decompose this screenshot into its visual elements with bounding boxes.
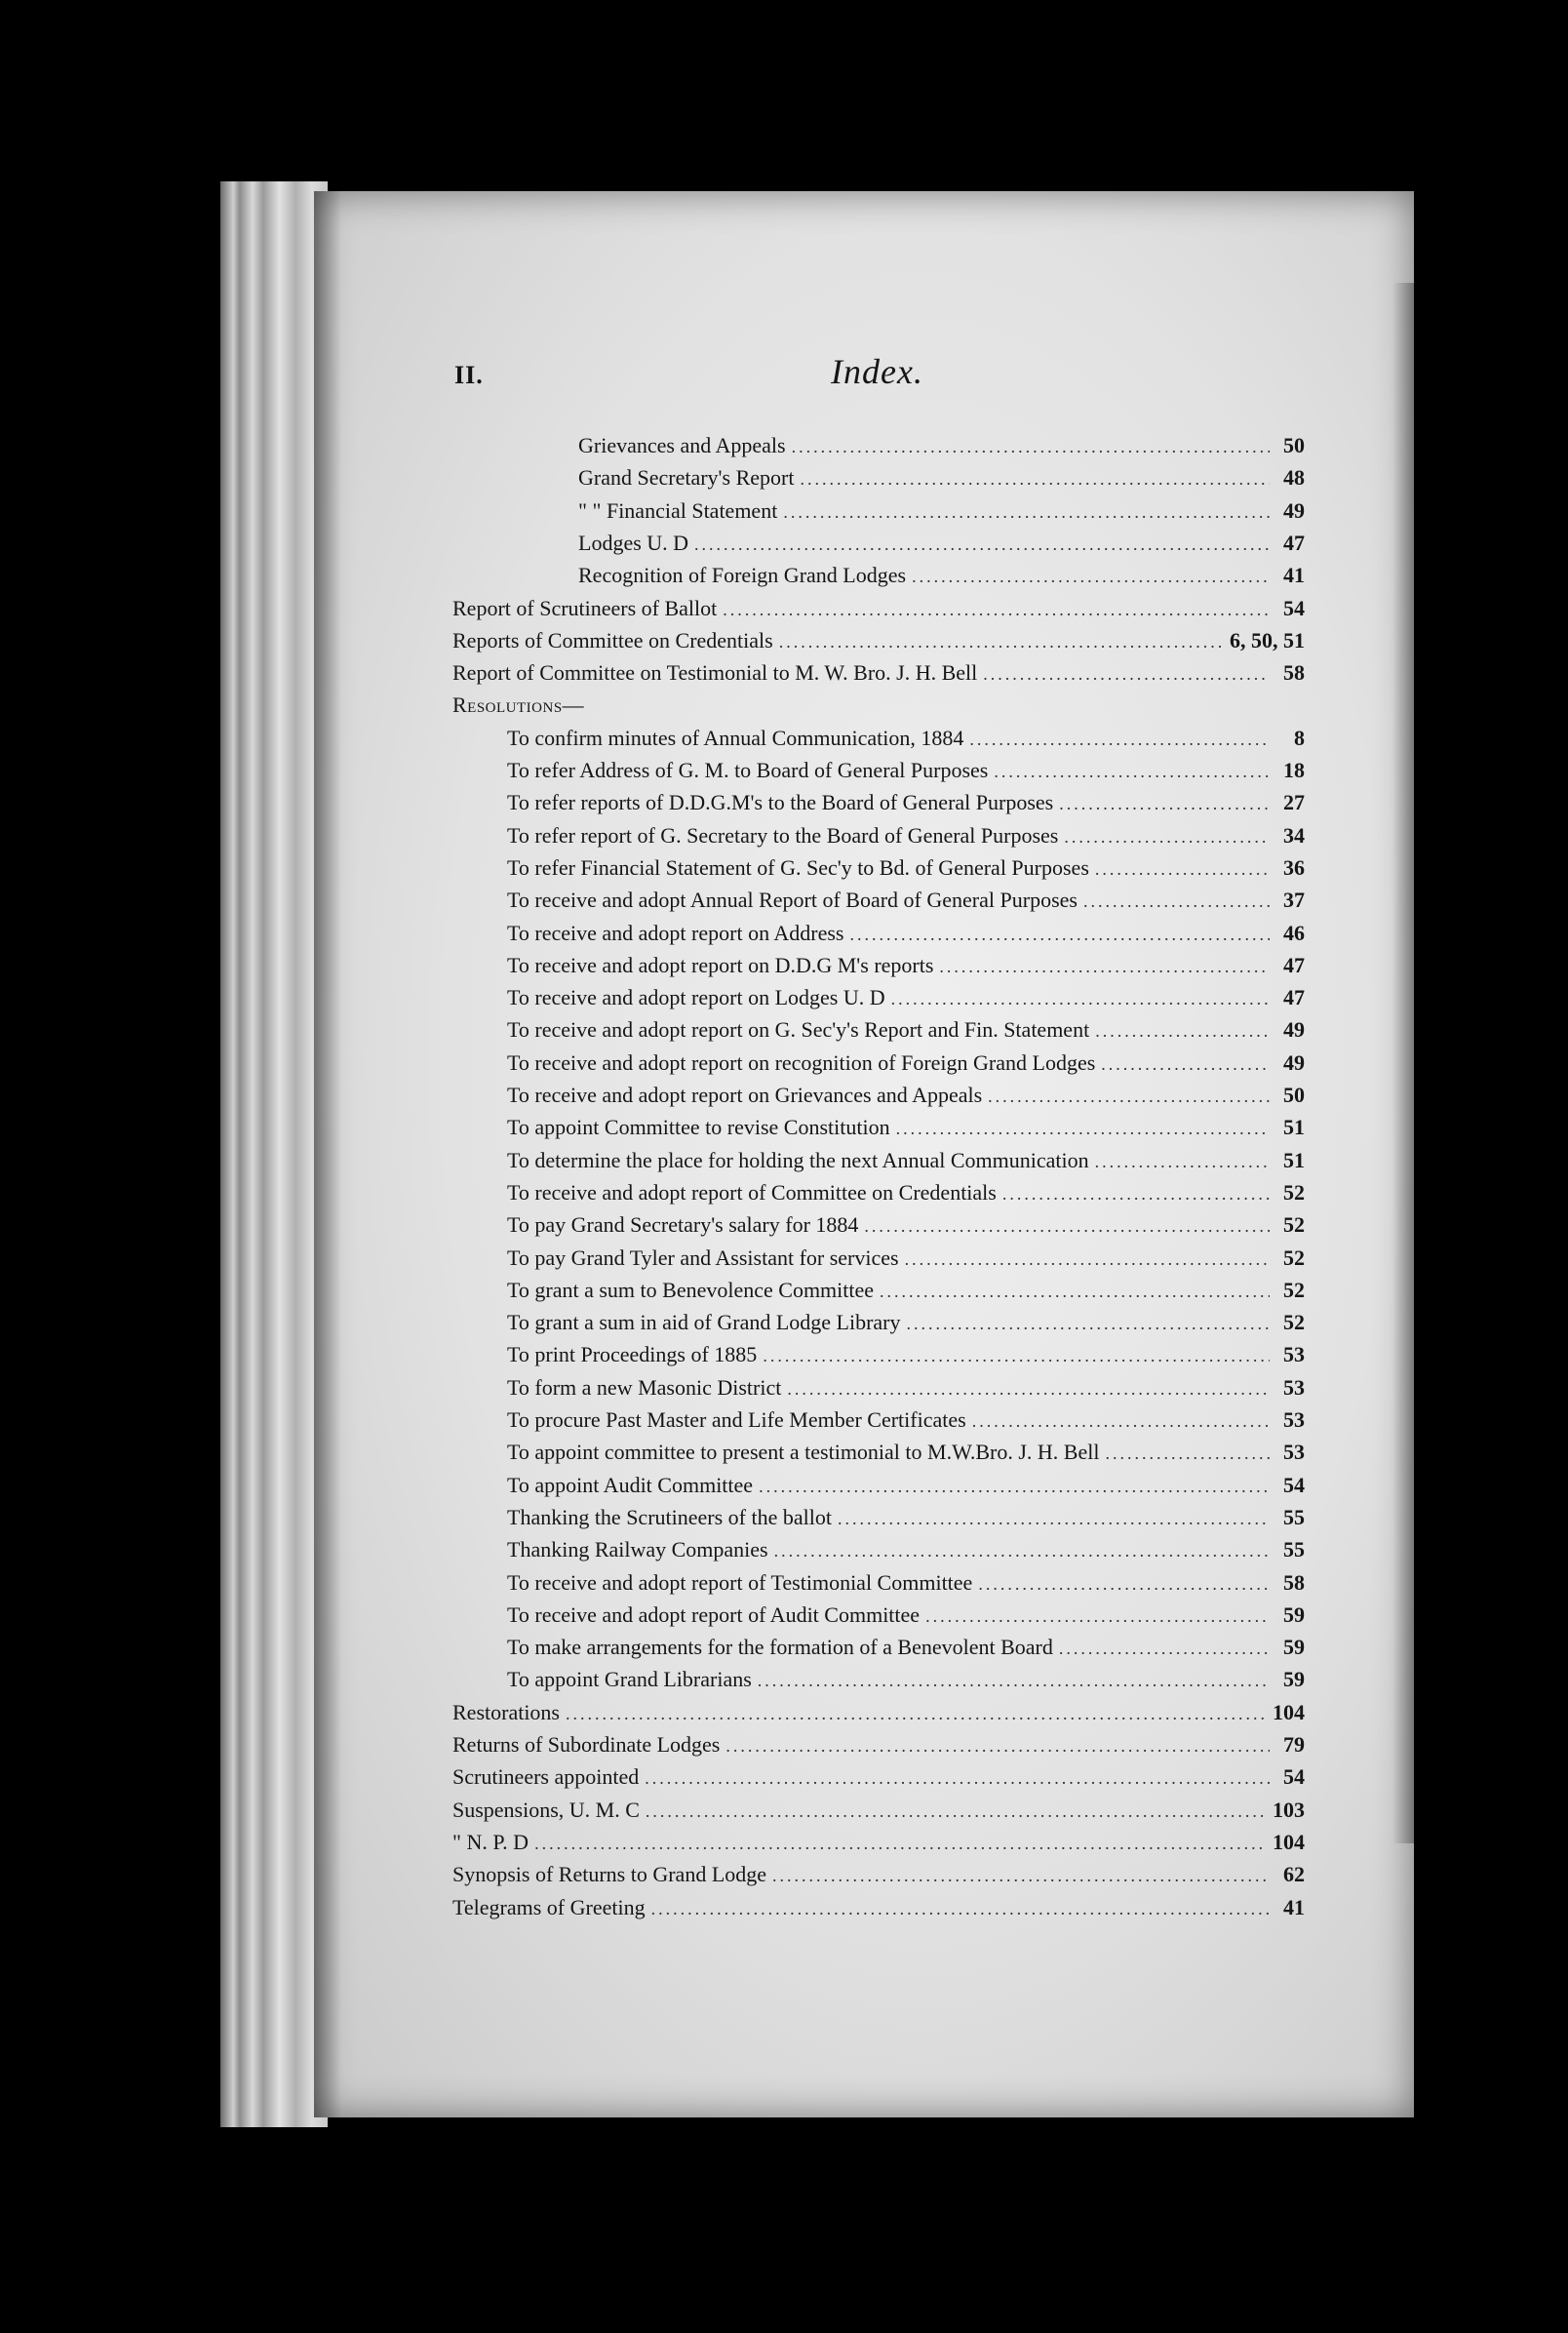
index-entry-page: 47 [1283,952,1305,977]
index-entry-label: To receive and adopt Annual Report of Board of General Purposes [507,888,1078,913]
index-entry-page: 50 [1283,1083,1305,1107]
index-entry-page: 104 [1273,1829,1305,1854]
index-entry [578,527,1305,559]
index-entry-page: 41 [1283,563,1305,588]
index-entry-page: 52 [1283,1212,1305,1238]
index-entry-label: Thanking the Scrutineers of the ballot [507,1504,832,1529]
index-entry-label: Grievances and Appeals [578,433,786,457]
index-entry-label: To appoint Grand Librarians [507,1667,752,1692]
dot-leader [1095,853,1270,886]
index-entry [452,1696,1305,1728]
index-entry [507,1176,1305,1208]
index-entry-page: 52 [1283,1277,1305,1302]
dot-leader [1105,1438,1270,1470]
index-entry [507,949,1305,981]
index-entry-page: 53 [1283,1374,1305,1400]
index-entry-page: 53 [1283,1440,1305,1465]
index-entry-page: 52 [1283,1179,1305,1205]
index-entry-label: To appoint committee to present a testimonial to M.W.Bro. J. H. Bell [507,1440,1100,1465]
index-entry [507,1306,1305,1338]
index-entry-label: Thanking Railway Companies [507,1537,768,1562]
index-entry-page: 36 [1283,854,1305,880]
dot-leader [1095,1015,1270,1048]
index-entry-page: 50 [1283,433,1305,457]
index-entry-label: To receive and adopt report on Grievances and Appeals [507,1083,983,1107]
dot-leader [725,1730,1270,1762]
index-entry [507,884,1305,916]
index-entry-label: To refer report of G. Secretary to the Board of General Purposes [507,822,1059,848]
index-entry [452,1728,1305,1760]
index-entry-label: To refer reports of D.D.G.M's to the Board of General Purposes [507,790,1054,815]
index-entry [578,461,1305,494]
dot-leader [787,1373,1270,1405]
index-entry-label: To determine the place for holding the next Annual Communication [507,1147,1089,1172]
index-entry-label: Resolutions— [452,692,585,718]
index-entry [507,1144,1305,1176]
index-entry-label: To grant a sum in aid of Grand Lodge Library [507,1310,901,1335]
index-entry-page: 49 [1283,1049,1305,1075]
index-entry-page: 53 [1283,1342,1305,1367]
index-entry-label: " N. P. D [452,1829,529,1854]
index-entry-label: Synopsis of Returns to Grand Lodge [452,1862,767,1887]
index-entry [507,1566,1305,1599]
index-entry [452,1891,1305,1923]
index-entry-label: To receive and adopt report of Committee on Credentials [507,1179,997,1205]
index-entry-label: To receive and adopt report on D.D.G M's reports [507,952,934,977]
dot-leader [983,658,1270,691]
dot-leader [972,1405,1270,1438]
index-entry-label: To receive and adopt report of Testimonial Committee [507,1569,973,1595]
index-entry [452,1858,1305,1890]
dot-leader [759,1471,1270,1503]
index-entry-label: To receive and adopt report on G. Sec'y's Report and Fin. Statement [507,1017,1090,1043]
dot-leader [1083,886,1270,918]
dot-leader [779,626,1224,658]
page-folio-number: II. [454,361,484,389]
index-entry-label: To refer Financial Statement of G. Sec'y to Bd. of General Purposes [507,854,1089,880]
index-entry-page: 58 [1283,1569,1305,1595]
index-entry-label: To appoint Committee to revise Constitution [507,1115,890,1140]
dot-leader [792,431,1270,463]
index-entry-page: 54 [1283,1764,1305,1790]
index-entry-label: To make arrangements for the formation of a Benevolent Board [507,1635,1053,1660]
index-entry-page: 34 [1283,822,1305,848]
index-entry-label: Returns of Subordinate Lodges [452,1732,721,1757]
index-entry-page: 52 [1283,1310,1305,1335]
index-entry-label: Report of Committee on Testimonial to M. W. Bro. J. H. Bell [452,660,978,686]
index-entry [578,559,1305,591]
dot-leader [905,1244,1270,1276]
dot-leader [988,1081,1270,1113]
index-entry-page: 47 [1283,530,1305,555]
dot-leader [646,1796,1267,1828]
dot-leader [763,1340,1270,1372]
index-entry [507,1371,1305,1404]
index-entry-label: Report of Scrutineers of Ballot [452,595,718,620]
dot-leader [912,561,1270,593]
index-entry [507,1469,1305,1501]
index-entry-label: To confirm minutes of Annual Communication, 1884 [507,725,964,750]
index-entry-page: 49 [1283,497,1305,523]
index-entry-label: Telegrams of Greeting [452,1894,646,1919]
index-entry-page: 59 [1283,1667,1305,1692]
index-entry-page: 27 [1283,790,1305,815]
index-entry [507,1274,1305,1306]
index-entry-page: 54 [1283,1472,1305,1497]
index-entry [507,754,1305,786]
index-entry [507,1501,1305,1533]
index-entry-label: To procure Past Master and Life Member Certificates [507,1407,966,1432]
index-entry [507,722,1305,754]
dot-leader [772,1860,1270,1892]
index-entry-label: To pay Grand Tyler and Assistant for services [507,1245,899,1270]
index-entry-page: 49 [1283,1017,1305,1043]
dot-leader [925,1601,1270,1633]
index-entry-label: To print Proceedings of 1885 [507,1342,758,1367]
dot-leader [758,1665,1270,1697]
index-entry [507,917,1305,949]
index-entry-page: 62 [1283,1862,1305,1887]
index-entry [578,429,1305,461]
index-entry-label: To receive and adopt report on Address [507,920,844,945]
index-entry [507,1436,1305,1468]
dot-leader [1095,1146,1270,1178]
index-entry-page: 18 [1283,758,1305,782]
index-entry [452,689,1305,721]
index-entry [578,494,1305,527]
index-entry-label: To receive and adopt report on Lodges U. D [507,985,885,1010]
dot-leader [651,1893,1270,1925]
index-entry [507,786,1305,818]
index-entry-page: 52 [1283,1245,1305,1270]
index-entry-page: 79 [1283,1732,1305,1757]
index-entry [507,851,1305,884]
index-entry [452,656,1305,689]
index-entry-page: 104 [1273,1699,1305,1724]
index-entry-label: Scrutineers appointed [452,1764,640,1790]
index-entry-label: Recognition of Foreign Grand Lodges [578,563,907,588]
index-entry-page: 48 [1283,465,1305,491]
dot-leader [723,594,1270,626]
index-entry-page: 37 [1283,888,1305,913]
index-entry-label: Reports of Committee on Credentials [452,627,773,652]
index-entry-page: 58 [1283,660,1305,686]
index-entry-page: 55 [1283,1537,1305,1562]
index-entry-page: 55 [1283,1504,1305,1529]
index-entry-page: 59 [1283,1601,1305,1627]
index-entry-page: 103 [1273,1797,1305,1822]
index-entry [452,1794,1305,1826]
index-entry-label: Lodges U. D [578,530,689,555]
dot-leader [1002,1178,1270,1210]
dot-leader [1059,788,1270,820]
index-entry [507,1404,1305,1436]
dot-leader [849,919,1270,951]
page-title: Index. [831,352,923,391]
index-entry [507,1663,1305,1695]
dot-leader [994,756,1270,788]
dot-leader [1059,1633,1270,1665]
index-entry-page: 41 [1283,1894,1305,1919]
index-entry-page: 46 [1283,920,1305,945]
index-entry-label: To grant a sum to Benevolence Committee [507,1277,875,1302]
index-entry-page: 47 [1283,985,1305,1010]
index-entry-label: To refer Address of G. M. to Board of General Purposes [507,758,989,782]
index-entry [507,819,1305,851]
index-entry-label: To receive and adopt report of Audit Committee [507,1601,921,1627]
index-entry [507,1111,1305,1143]
index-entry-page: 51 [1283,1147,1305,1172]
index-entry-label: " " Financial Statement [578,497,778,523]
dot-leader [566,1698,1267,1730]
index-entry [452,1826,1305,1858]
index-entry [452,1760,1305,1793]
index-entry [452,624,1305,656]
index-entry-label: Grand Secretary's Report [578,465,795,491]
index-entry [507,1533,1305,1565]
index-entry [507,1047,1305,1079]
index-entry-label: To appoint Audit Committee [507,1472,754,1497]
index-entry-label: To pay Grand Secretary's salary for 1884 [507,1212,859,1238]
dot-leader [645,1762,1270,1795]
dot-leader [534,1828,1267,1860]
dot-leader [880,1276,1270,1308]
dot-leader [694,529,1270,561]
index-entry [507,1079,1305,1111]
index-entry [507,1208,1305,1241]
index-entry [507,1599,1305,1631]
dot-leader [800,463,1270,495]
dot-leader [891,983,1270,1015]
index-entry [507,1242,1305,1274]
index-entry [507,1631,1305,1663]
index-entry [507,1338,1305,1370]
dot-leader [1064,821,1270,853]
index-entry-label: To form a new Masonic District [507,1374,782,1400]
index-entry [507,981,1305,1013]
index-entry-label: Restorations [452,1699,560,1724]
dot-leader [896,1113,1270,1145]
index-entry-page: 8 [1294,725,1305,750]
dot-leader [969,724,1270,756]
index-entry-page: 59 [1283,1635,1305,1660]
dot-leader [939,951,1270,983]
dot-leader [783,496,1270,529]
dot-leader [907,1308,1270,1340]
dot-leader [978,1568,1270,1601]
index-entry [507,1013,1305,1046]
index-entry-label: To receive and adopt report on recognition of Foreign Grand Lodges [507,1049,1096,1075]
dot-leader [1101,1048,1270,1081]
index-entry-page: 54 [1283,595,1305,620]
dot-leader [864,1210,1270,1243]
index-entry [452,592,1305,624]
index-entry-label: Suspensions, U. M. C [452,1797,640,1822]
dot-leader [838,1503,1270,1535]
index-entry-page: 6, 50, 51 [1230,627,1305,652]
index-entry-page: 53 [1283,1407,1305,1432]
index-entry-page: 51 [1283,1115,1305,1140]
dot-leader [774,1535,1270,1567]
